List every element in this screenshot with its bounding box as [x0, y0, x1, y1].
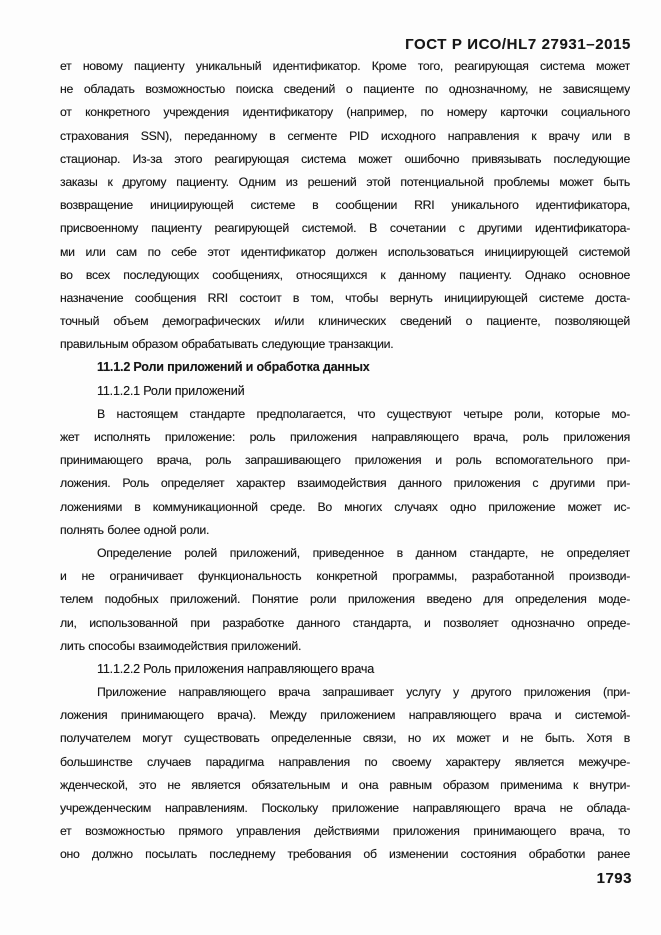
section-heading: 11.1.2 Роли приложений и обработка данных	[97, 360, 370, 375]
text-line: от конкретного учреждения идентификатору (например, по номеру карточки социального	[60, 105, 630, 120]
text-line: и не ограничивает функциональность конкретной программы, разработанной производи-	[60, 569, 630, 584]
text-line: В настоящем стандарте предполагается, что существуют четыре роли, которые мо-	[97, 406, 630, 421]
text-line: страхования SSN), переданному в сегменте PID исходного направления к врачу или в	[60, 128, 630, 143]
text-line: телем подобных приложений. Понятие роли приложения введено для определения моде-	[60, 592, 630, 607]
text-line: жденческой, это не является обязательным и она равным образом применима к внутри-	[60, 777, 630, 792]
text-line: учрежденческим направлениям. Поскольку приложение направляющего врача не облада-	[60, 801, 630, 815]
text-line: Приложение направляющего врача запрашивает услугу у другого приложения (при-	[97, 685, 630, 700]
text-line: лить способы взаимодействия приложений.	[60, 638, 302, 653]
text-line: правильным образом обрабатывать следующие транзакции.	[60, 337, 394, 352]
text-line: Определение ролей приложений, приведенное в данном стандарте, не определяет	[97, 545, 630, 560]
text-line: возвращение инициирующей системе в сообщении RRI уникального идентификатора,	[60, 198, 630, 213]
text-line: стационар. Из-за этого реагирующая система может ошибочно привязывать последующие	[60, 151, 630, 166]
text-line: назначение сообщения RRI состоит в том, чтобы вернуть инициирующей системе доста-	[60, 290, 630, 305]
text-line: жет исполнять приложение: роль приложения направляющего врача, роль приложения	[60, 430, 630, 444]
text-line: принимающего врача, роль запрашивающего приложения и роль вспомогательного при-	[60, 453, 630, 468]
text-line: ли, использованной при разработке данного стандарта, и позволяет однозначно опреде-	[60, 615, 630, 630]
running-header: ГОСТ Р ИСО/HL7 27931–2015	[405, 36, 631, 53]
text-line: ет новому пациенту уникальный идентификатор. Кроме того, реагирующая система может	[60, 59, 630, 73]
text-line: полнять более одной роли.	[60, 522, 210, 537]
text-line: ложения. Роль определяет характер взаимодействия данного приложения с другими при-	[60, 476, 630, 491]
text-line: оно должно посылать последнему требования об изменении состояния обработки ранее	[60, 847, 630, 862]
subsection-heading: 11.1.2.2 Роль приложения направляющего врача	[97, 661, 375, 676]
text-line: ложениями в коммуникационной среде. Во многих случаях одно приложение может ис-	[60, 499, 630, 514]
document-body	[60, 55, 630, 867]
text-line: ми или сам по себе этот идентификатор должен использоваться инициирующей системой	[60, 244, 630, 259]
text-line: присвоенному пациенту реагирующей системой. В сочетании с другими идентификатора-	[60, 221, 630, 236]
text-line: во всех последующих сообщениях, относящихся к данному пациенту. Однако основное	[60, 267, 630, 282]
subsection-heading: 11.1.2.1 Роли приложений	[97, 383, 245, 398]
text-line: большинстве случаев парадигма направления по своему характеру является межучре-	[60, 754, 630, 769]
text-line: получателем могут существовать определенные связи, но их может и не быть. Хотя в	[60, 731, 630, 746]
text-line: ет возможностью прямого управления действиями приложения принимающего врача, то	[60, 824, 630, 839]
text-line: ложения принимающего врача). Между приложением направляющего врача и системой-	[60, 708, 630, 723]
text-line: не обладать возможностью поиска сведений о пациенте по однозначному, не зависящему	[60, 82, 630, 97]
text-line: точный объем демографических и/или клинических сведений о пациенте, позволяющей	[60, 314, 630, 329]
page-number: 1793	[596, 870, 632, 887]
text-line: заказы к другому пациенту. Одним из решений этой потенциальной проблемы может быть	[60, 174, 630, 189]
